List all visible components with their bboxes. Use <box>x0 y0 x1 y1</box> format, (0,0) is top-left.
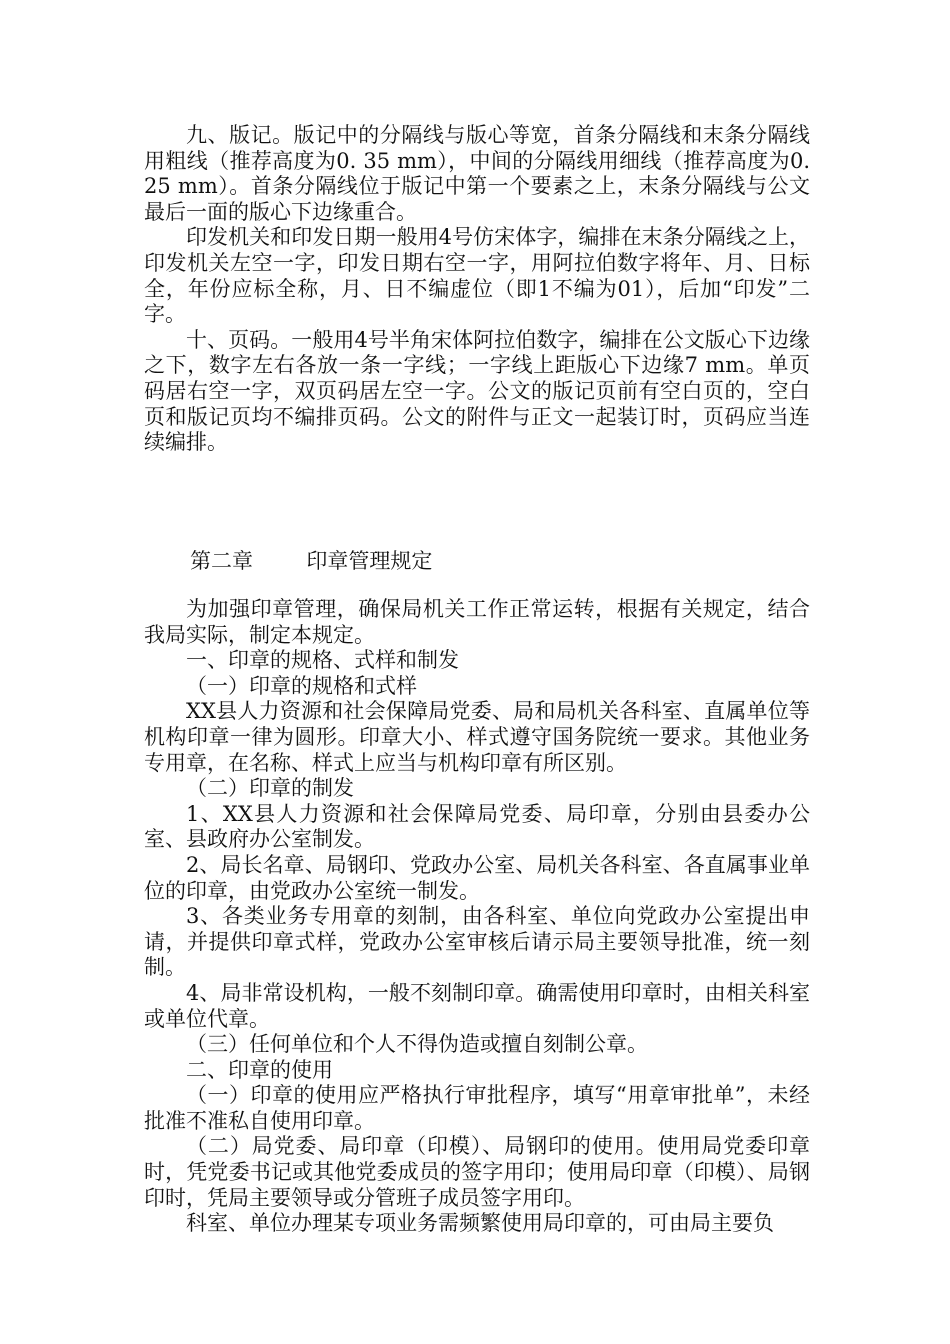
heading-seal-spec-production: 一、印章的规格、式样和制发 <box>186 648 459 673</box>
section-seal-management <box>144 597 810 1237</box>
paragraph-usage-frequent-business: 科室、单位办理某专项业务需频繁使用局印章的，可由局主要负 <box>186 1211 774 1236</box>
section-page-layout-rules <box>144 123 810 456</box>
paragraph-imprint-rules: 九、版记。版记中的分隔线与版心等宽，首条分隔线和末条分隔线用粗线（推荐高度为0. 35 mm），中间的分隔线用细线（推荐高度为0. 25 mm）。首条分隔线位于版记中第一个要素之上，末条分隔线与公文最后一面的版心下边缘重合。 <box>144 123 810 224</box>
paragraph-production-item-3: 3、各类业务专用章的刻制，由各科室、单位向党政办公室提出申请，并提供印章式样，党政办公室审核后请示局主要领导批准，统一刻制。 <box>144 904 810 980</box>
paragraph-usage-party-bureau-seal: （二）局党委、局印章（印模）、局钢印的使用。使用局党委印章时，凭党委书记或其他党委成员的签字用印；使用局印章（印模）、局钢印时，凭局主要领导或分管班子成员签字用印。 <box>144 1134 810 1210</box>
chapter-title: 第二章 印章管理规定 <box>190 549 433 573</box>
paragraph-page-number-rules: 十、页码。一般用4号半角宋体阿拉伯数字，编排在公文版心下边缘之下，数字左右各放一条一字线；一字线上距版心下边缘7 mm。单页码居右空一字，双页码居左空一字。公文的版记页前有空白页的，空白页和版记页均不编排页码。公文的附件与正文一起装订时，页码应当连续编排。 <box>144 327 810 455</box>
paragraph-issuing-office-date: 印发机关和印发日期一般用4号仿宋体字，编排在末条分隔线之上，印发机关左空一字，印发日期右空一字，用阿拉伯数字将年、月、日标全，年份应标全称，月、日不编虚位（即1不编为01），后加“印发”二字。 <box>144 225 810 327</box>
paragraph-seal-shape: XX县人力资源和社会保障局党委、局和局机关各科室、直属单位等机构印章一律为圆形。印章大小、样式遵守国务院统一要求。其他业务专用章，在名称、样式上应当与机构印章有所区别。 <box>144 699 810 775</box>
subheading-no-forgery: （三）任何单位和个人不得伪造或擅自刻制公章。 <box>186 1032 648 1057</box>
paragraph-usage-approval: （一）印章的使用应严格执行审批程序，填写“用章审批单”，未经批准不准私自使用印章。 <box>144 1083 810 1133</box>
subheading-seal-spec-style: （一）印章的规格和式样 <box>186 673 417 698</box>
subheading-seal-production: （二）印章的制发 <box>186 776 354 801</box>
paragraph-intro: 为加强印章管理，确保局机关工作正常运转，根据有关规定，结合我局实际，制定本规定。 <box>144 597 810 647</box>
paragraph-production-item-1: 1、XX县人力资源和社会保障局党委、局印章，分别由县委办公室、县政府办公室制发。 <box>144 801 810 852</box>
paragraph-production-item-4: 4、局非常设机构，一般不刻制印章。确需使用印章时，由相关科室或单位代章。 <box>144 980 810 1031</box>
heading-seal-usage: 二、印章的使用 <box>186 1057 333 1082</box>
paragraph-production-item-2: 2、局长名章、局钢印、党政办公室、局机关各科室、各直属事业单位的印章，由党政办公室统一制发。 <box>144 852 810 903</box>
